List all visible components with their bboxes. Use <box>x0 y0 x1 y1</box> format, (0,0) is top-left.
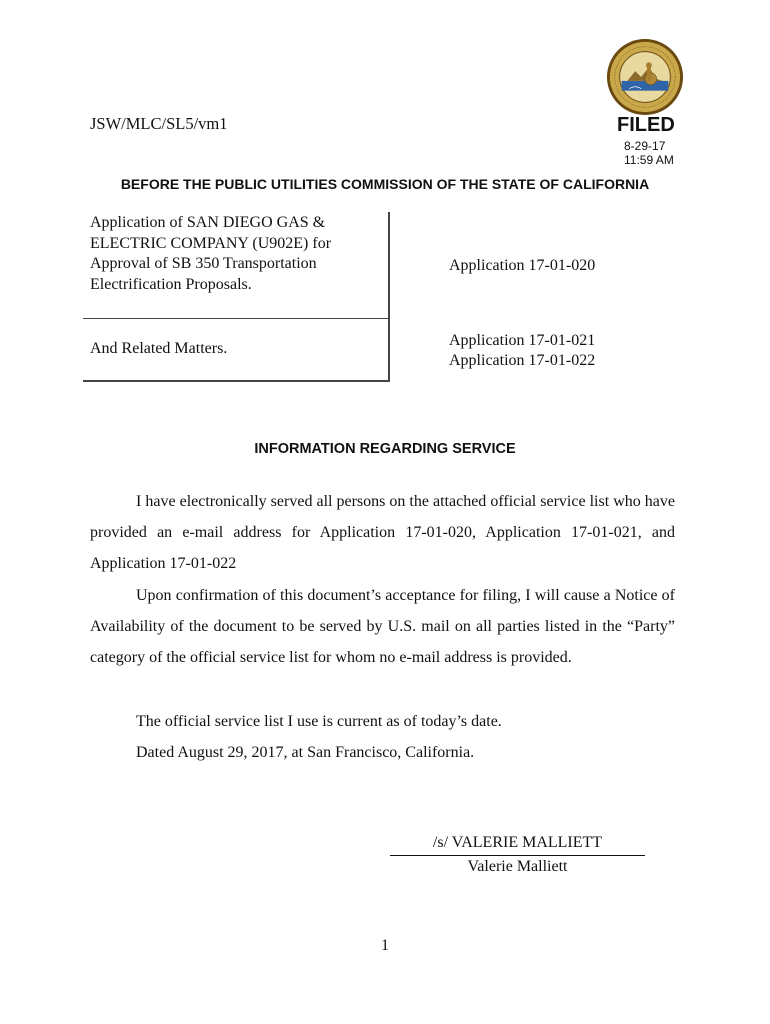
caption-divider-bottom <box>83 380 390 382</box>
court-heading: BEFORE THE PUBLIC UTILITIES COMMISSION OF THE STATE OF CALIFORNIA <box>120 176 650 192</box>
signature-line: /s/ VALERIE MALLIETT <box>432 834 603 851</box>
document-reference-code: JSW/MLC/SL5/vm1 <box>90 114 228 133</box>
body-paragraph-current-list: The official service list I use is current as of today’s date. <box>136 713 502 730</box>
caption-related-number-2: Application 17-01-022 <box>449 352 596 369</box>
caption-divider-vertical <box>388 212 390 382</box>
page-number: 1 <box>381 937 389 954</box>
document-title: INFORMATION REGARDING SERVICE <box>254 441 516 457</box>
caption-divider-middle <box>83 318 389 319</box>
state-seal-icon <box>606 38 684 116</box>
filed-stamp-date: 8-29-17 <box>624 139 666 153</box>
caption-application-number: Application 17-01-020 <box>449 257 596 274</box>
caption-application-text: Application of SAN DIEGO GAS & ELECTRIC COMPANY (U902E) for Approval of SB 350 Transportation Electrification Proposals. <box>90 214 332 293</box>
body-paragraph-notice: Upon confirmation of this document’s acceptance for filing, I will cause a Notice of Availability of the document to be served by U.S. mail on all parties listed in the “Party” category of the official service list for whom no e-mail address is provided. <box>90 587 675 666</box>
body-paragraph-dated: Dated August 29, 2017, at San Francisco, California. <box>136 744 475 761</box>
body-paragraph-service: I have electronically served all persons on the attached official service list who have provided an e-mail address for Application 17-01-020, Application 17-01-021, and Application 17-01-022 <box>90 493 675 572</box>
filed-stamp-label: FILED <box>617 114 675 136</box>
caption-related-matters: And Related Matters. <box>90 340 228 357</box>
signature-rule <box>390 855 645 856</box>
filed-stamp-time: 11:59 AM <box>624 153 674 167</box>
signatory-name: Valerie Malliett <box>467 858 568 875</box>
caption-related-number-1: Application 17-01-021 <box>449 332 596 349</box>
